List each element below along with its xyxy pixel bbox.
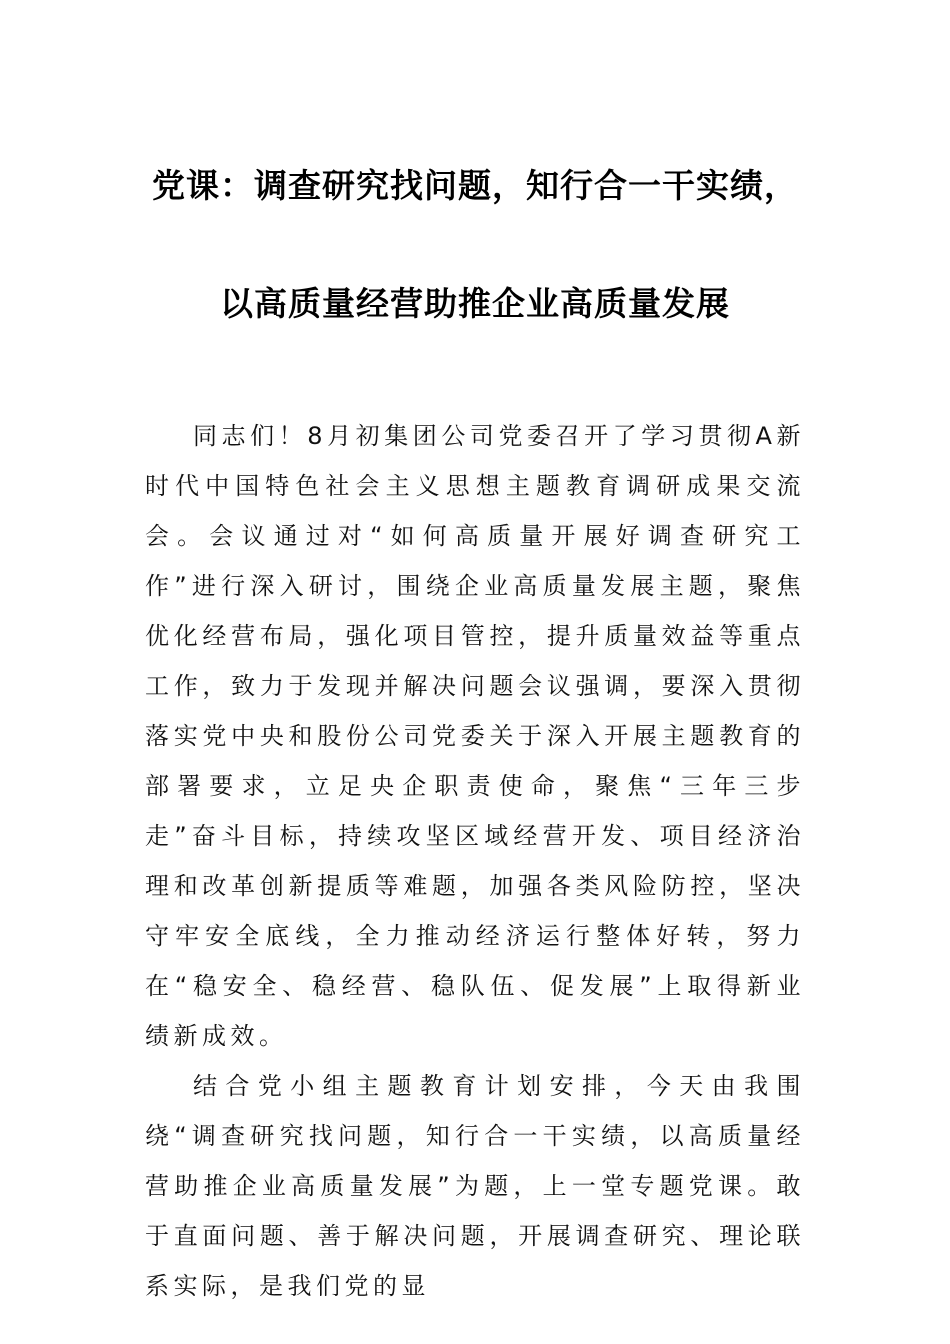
paragraph-2: 结合党小组主题教育计划安排，今天由我围绕“调查研究找问题，知行合一干实绩，以高质量经营助推企业高质量发展”为题，上一堂专题党课。敢于直面问题、善于解决问题，开展调查研究、理论联系实际，是我们党的显	[145, 1072, 805, 1300]
document-title-line-2: 以高质量经营助推企业高质量发展	[220, 284, 730, 323]
document-body	[145, 411, 805, 1311]
paragraph-1: 同志们！8月初集团公司党委召开了学习贯彻A新时代中国特色社会主义思想主题教育调研成果交流会。会议通过对“如何高质量开展好调查研究工作”进行深入研讨，围绕企业高质量发展主题，聚焦优化经营布局，强化项目管控，提升质量效益等重点工作，致力于发现并解决问题会议强调，要深入贯彻落实党中央和股份公司党委关于深入开展主题教育的部署要求，立足央企职责使命，聚焦“三年三步走”奋斗目标，持续攻坚区域经营开发、项目经济治理和改革创新提质等难题，加强各类风险防控，坚决守牢安全底线，全力推动经济运行整体好转，努力在“稳安全、稳经营、稳队伍、促发展”上取得新业绩新成效。	[145, 422, 805, 1050]
document-title-line-1: 党课：调查研究找问题，知行合一干实绩，	[152, 166, 798, 205]
